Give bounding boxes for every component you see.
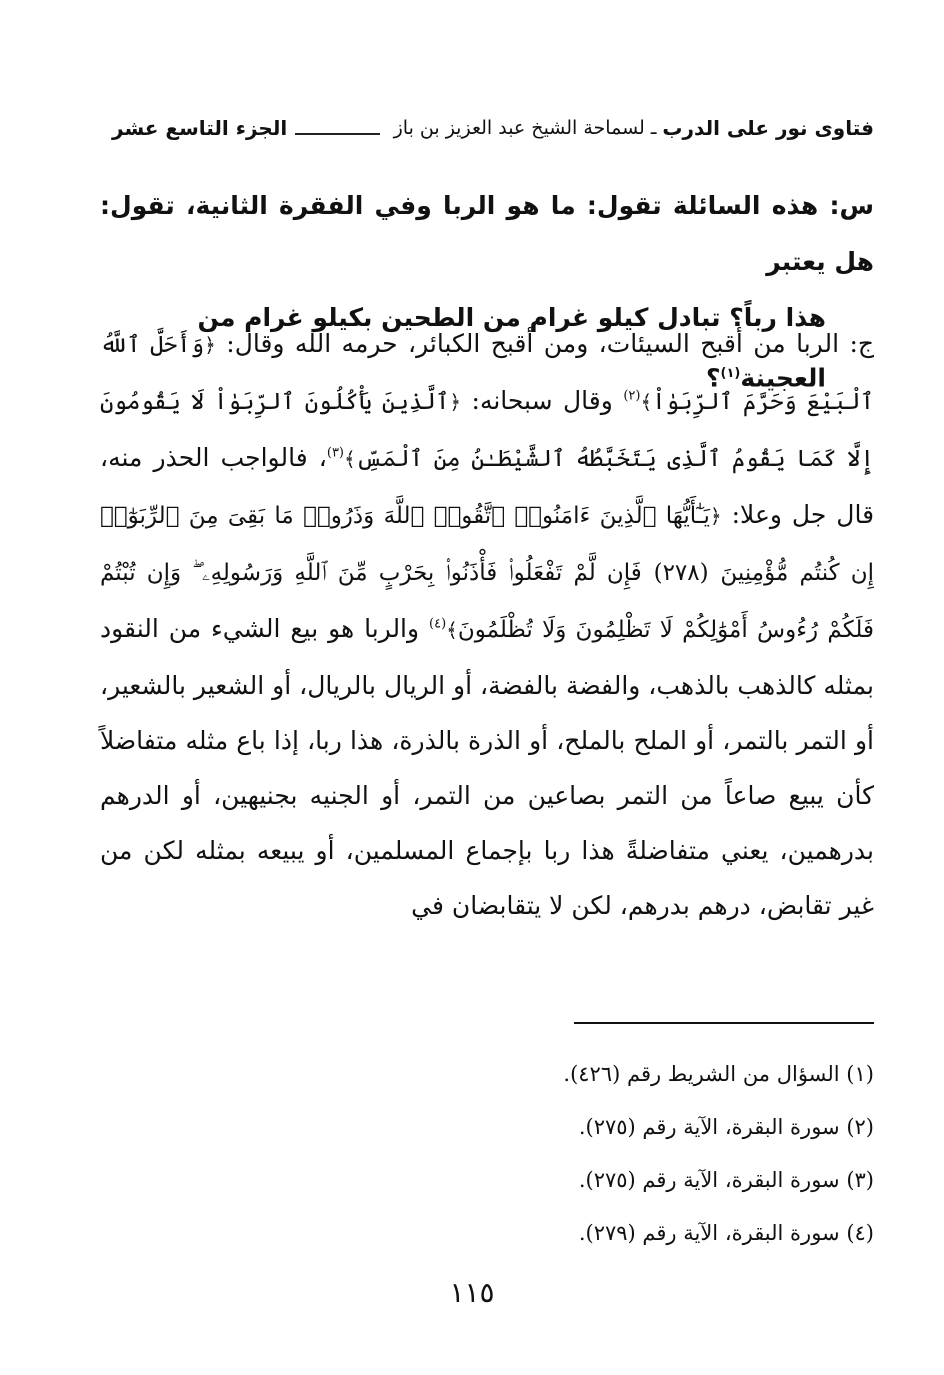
- footnote-ref-2: (٢): [623, 388, 641, 404]
- series-title: فتاوى نور على الدرب: [662, 116, 874, 140]
- page-number: ١١٥: [449, 1276, 495, 1309]
- footnote-ref-4: (٤): [429, 616, 447, 632]
- answer-block: [100, 316, 874, 933]
- answer-sentence-2: وقال سبحانه:: [471, 386, 613, 415]
- header-rule: [295, 133, 379, 135]
- question-mark: ؟: [705, 363, 721, 393]
- author-line: ـ لسماحة الشيخ عبد العزيز بن باز: [393, 117, 657, 139]
- quran-open-bracket: ﴿: [709, 504, 722, 528]
- quran-close-bracket: ﴾: [344, 447, 356, 471]
- footnote-4: (٤) سورة البقرة، الآية رقم (٢٧٩).: [578, 1221, 874, 1245]
- quran-verse-4: فَإِن لَّمْ تَفْعَلُوا۟ فَأْذَنُوا۟ بِحَرْبٍ مِّنَ ٱللَّهِ وَرَسُولِهِۦ ۖ وَإِن تُبْتُمْ فَلَكُمْ رُءُوسُ أَمْوَٰلِكُمْ لَا تَظْلِمُونَ وَلَا تُظْلَمُونَ: [100, 560, 875, 643]
- question-line-1: س: هذه السائلة تقول: ما هو الربا وفي الفقرة الثانية، تقول: هل يعتبر: [100, 191, 874, 276]
- footnote-1: (١) السؤال من الشريط رقم (٤٢٦).: [563, 1062, 874, 1086]
- quran-close-bracket: ﴾: [446, 618, 458, 642]
- running-header: [112, 108, 874, 148]
- quran-verse-1: وَأَحَلَّ ٱللَّهُ ٱلْبَيْعَ وَحَرَّمَ ٱلرِّبَوٰاْ: [100, 332, 874, 415]
- footnote-2: (٢) سورة البقرة، الآية رقم (٢٧٥).: [578, 1115, 874, 1139]
- answer-sentence-1: ج: الربا من أقبح السيئات، ومن أقبح الكبائر، حرمه الله وقال:: [226, 329, 874, 358]
- answer-paragraph: [100, 316, 874, 933]
- question-line-2: هذا رباً؟ تبادل كيلو غرام من الطحين بكيلو غرام من العجينة: [197, 303, 826, 393]
- answer-sentence-3: ، فالواجب الحذر منه، قال جل وعلا:: [100, 443, 875, 529]
- answer-sentence-4: والربا هو بيع الشيء من النقود بمثله كالذهب بالذهب، والفضة بالفضة، أو الريال بالريال، أو الشعير بالشعير، أو التمر بالتمر، أو الملح بالملح، أو الذرة بالذرة، هذا ربا، إذا باع مثله متفاضلاً كأن يبيع صاعاً من التمر بصاعين من التمر، أو الجنيه بجنيهين، أو الدرهم بدرهمين، يعني متفاضلةً هذا ربا بإجماع المسلمين، أو يبيعه بمثله لكن من غير تقابض، درهم بدرهم، لكن لا يتقابضان في: [100, 614, 874, 920]
- quran-verse-3: يَـٰٓأَيُّهَا ٱلَّذِينَ ءَامَنُوا۟ ٱتَّقُوا۟ ٱللَّهَ وَذَرُوا۟ مَا بَقِىَ مِنَ ٱلرِّبَوٰٓا۟ إِن كُنتُم مُّؤْمِنِينَ: [100, 503, 874, 586]
- footnote-3: (٣) سورة البقرة، الآية رقم (٢٧٥).: [578, 1168, 874, 1192]
- quran-open-bracket: ﴿: [449, 390, 462, 414]
- quran-verse-2: ٱلَّذِينَ يَأْكُلُونَ ٱلرِّبَوٰاْ لَا يَقُومُونَ إِلَّا كَمَا يَقُومُ ٱلَّذِى يَتَخَبَّطُهُ ٱلشَّيْطَـٰنُ مِنَ ٱلْمَسِّ: [100, 389, 875, 472]
- ayah-number-mark: (٢٧٨): [653, 560, 709, 586]
- part-title: الجزء التاسع عشر: [112, 116, 288, 140]
- footnote-ref-3: (٣): [326, 445, 344, 461]
- quran-open-bracket: ﴿: [204, 333, 216, 357]
- footnotes: [100, 1048, 874, 1260]
- quran-close-bracket: ﴾: [640, 390, 653, 414]
- footnote-ref-1: (١): [720, 366, 741, 381]
- footnote-separator: [574, 1022, 874, 1024]
